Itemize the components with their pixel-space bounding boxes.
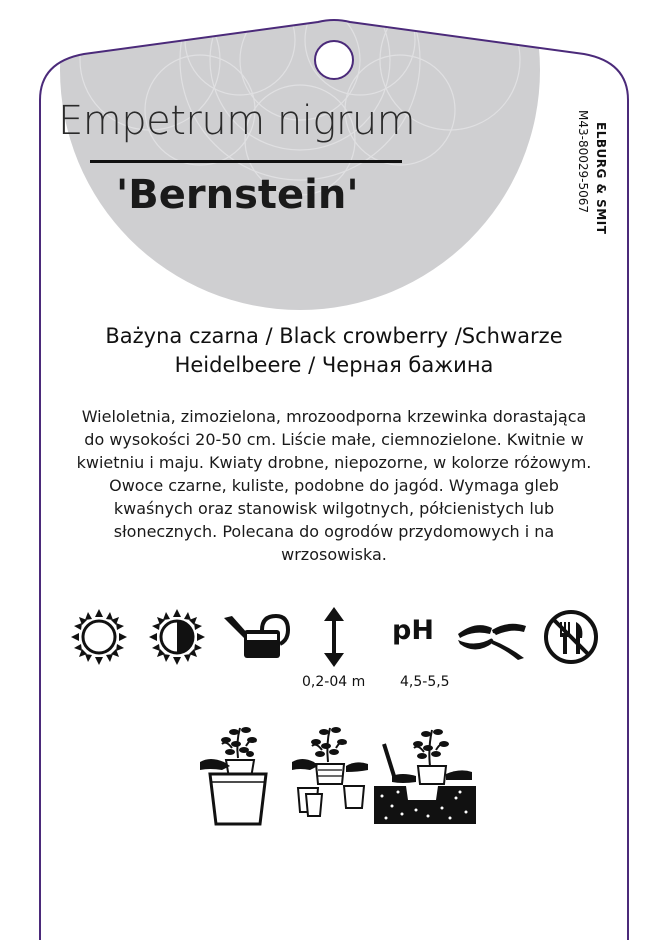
plant-in-soil-icon: [372, 722, 476, 824]
cultivar-name: 'Bernstein': [116, 172, 359, 218]
hang-hole: [315, 41, 353, 79]
soak-pot-icon: [196, 722, 276, 826]
sun-icon: [70, 608, 128, 666]
height-value: 0,2-04 m: [302, 674, 366, 690]
height-arrow-icon: [322, 607, 346, 667]
watering-can-icon: [222, 612, 292, 662]
half-shade-icon: [148, 608, 206, 666]
ph-value: 4,5-5,5: [400, 674, 450, 690]
pruning-shears-icon: [456, 612, 528, 660]
ph-icon: pH: [392, 615, 434, 646]
remove-pot-icon: [288, 722, 372, 818]
description: Wieloletnia, zimozielona, mrozoodporna krzewinka dorastająca do wysokości 20-50 cm. Liście małe, ciemnozielone. Kwitnie w kwietniu i maju. Kwiaty drobne, niepozorne, w kolorze różowym. Owoce czarne, kuliste, podobne do jagód. Wymaga gleb kwaśnych oraz stanowisk wilgotnych, półcienistych lub słonecznych. Polecana do ogrodów przydomowych i na wrzosowiska.: [76, 407, 592, 564]
common-names: Bażyna czarna / Black crowberry /Schwarze Heidelbeere / Черная бажина: [105, 324, 563, 377]
brand-name: ELBURG & SMIT: [594, 122, 608, 235]
title-divider: [90, 160, 402, 163]
latin-name: Empetrum nigrum: [58, 98, 416, 144]
not-edible-icon: [542, 608, 600, 666]
product-code: M43-80029-5067: [576, 110, 590, 213]
